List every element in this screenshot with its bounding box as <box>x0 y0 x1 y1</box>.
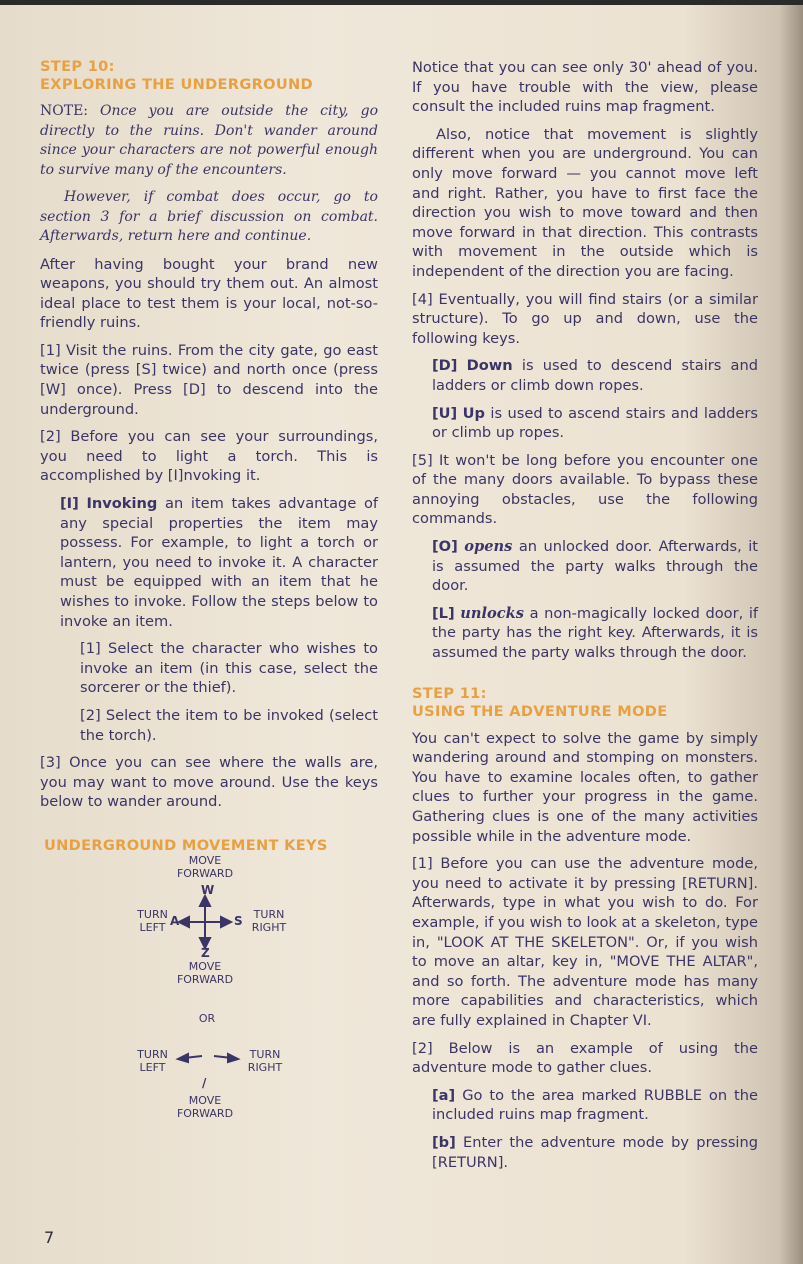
down-key: [D] <box>432 357 458 375</box>
step11-title: USING THE ADVENTURE MODE <box>412 702 668 720</box>
move-forward-bottom-label: MOVE FORWARD <box>176 960 234 986</box>
open-text: an unlocked door. Afterwards, it is assumed the party walks through the door. <box>432 538 759 595</box>
right-p2: Also, notice that movement is slightly different when you are underground. You can only move forward — you cannot move left and right. Rather, you have to first face the direction you wish to move toward and then move forward in that direction. This contrasts with movement in the outside which is independent of the direction you are facing. <box>412 125 758 280</box>
left-arrowhead <box>179 917 189 927</box>
step10-item2: [2] Before you can see your surroundings, you need to light a torch. This is accomplished by [I]nvoking it. <box>40 428 378 485</box>
invoke-definition <box>60 494 378 631</box>
open-key: [O] <box>432 538 458 556</box>
turn-left-arrowhead <box>178 1054 188 1062</box>
right-item5: [5] It won't be long before you encounter one of the many doors available. To bypass these annoying obstacles, use the following commands. <box>412 451 758 528</box>
step10-heading <box>40 58 378 94</box>
right-p1: Notice that you can see only 30' ahead of you. If you have trouble with the view, please consult the included ruins map fragment. <box>412 59 758 116</box>
up-word: Up <box>462 404 485 422</box>
movement-keys-heading: UNDERGROUND MOVEMENT KEYS <box>44 836 328 854</box>
turn-right-arrowhead <box>228 1054 238 1062</box>
note-paragraph-2: However, if combat does occur, go to section 3 for a brief discussion on combat. Afterwards, return here and continue. <box>40 189 378 244</box>
note-lead: NOTE: <box>40 103 89 119</box>
or-label: OR <box>198 1012 216 1025</box>
key-s: S <box>234 914 243 928</box>
invoke-key: [I] <box>60 495 79 513</box>
down-word: Down <box>466 357 513 375</box>
right-arrowhead <box>221 917 231 927</box>
top-edge <box>0 0 803 5</box>
right-column <box>412 58 758 1180</box>
invoke-sub2: [2] Select the item to be invoked (select the torch). <box>80 706 378 744</box>
key-slash: / <box>202 1076 207 1090</box>
step10-intro: After having bought your brand new weapons, you should try them out. An almost ideal place to test them is your local, not-so-friendly ruins. <box>40 255 378 332</box>
open-word: opens <box>464 538 513 556</box>
unlock-text: a non-magically locked door, if the party has the right key. Afterwards, it is assumed the party walks through the door. <box>432 604 759 662</box>
up-definition <box>432 404 758 443</box>
left-column <box>40 58 378 856</box>
step10-number: STEP 10: <box>40 58 115 75</box>
key-z: Z <box>201 946 210 960</box>
invoke-text: an item takes advantage of any special properties the item may possess. For example, to light a torch or lantern, you need to invoke it. A character must be equipped with an item that he wishes to invoke. Follow the steps below to invoke an item. <box>60 495 379 630</box>
unlock-key: [L] <box>432 604 455 622</box>
turn-right-label: TURN RIGHT <box>251 908 287 934</box>
sub-a-key: [a] <box>432 1086 456 1104</box>
note-paragraph <box>40 102 378 180</box>
move-forward-top-label: MOVE FORWARD <box>176 854 234 880</box>
sub-b-key: [b] <box>432 1133 456 1151</box>
up-text: is used to ascend stairs and ladders or climb up ropes. <box>432 404 759 442</box>
unlock-definition <box>432 604 758 663</box>
turn-left-label-2: TURN LEFT <box>137 1048 168 1074</box>
step11-intro: You can't expect to solve the game by simply wandering around and stomping on monsters. You have to examine locales often, to gather clues to further your progress in the game. Gathering clues is one of the many activities possible while in the adventure mode. <box>412 729 758 845</box>
step11-number: STEP 11: <box>412 684 487 702</box>
note-text: Once you are outside the city, go directly to the ruins. Don't wander around since your characters are not powerful enough to survive many of the encounters. <box>40 103 378 178</box>
key-a: A <box>170 914 180 928</box>
up-arrowhead <box>200 896 210 906</box>
open-definition <box>432 537 758 596</box>
key-w: W <box>201 883 215 897</box>
turn-right-label-2: TURN RIGHT <box>247 1048 283 1074</box>
step11-item2: [2] Below is an example of using the adventure mode to gather clues. <box>412 1039 758 1077</box>
step11-item1: [1] Before you can use the adventure mode, you need to activate it by pressing [RETURN]. Afterwards, type in what you wish to do. For example, if you wish to look at a skeleton, type in, "LOOK AT THE SKELETON". Or, if you wish to move an altar, key in, "MOVE THE ALTAR", and so forth. The adventure mode has many more capabilities and characteristics, which are fully explained in Chapter VI. <box>412 855 758 1029</box>
step11-sub-a <box>432 1086 758 1125</box>
down-text: is used to descend stairs and ladders or climb down ropes. <box>432 357 759 394</box>
turn-left-label: TURN LEFT <box>137 908 168 934</box>
sub-b-text: Enter the adventure mode by pressing [RETURN]. <box>432 1133 758 1171</box>
movement-keys-diagram <box>110 840 320 1130</box>
down-definition <box>432 356 758 395</box>
step10-item1: [1] Visit the ruins. From the city gate, go east twice (press [S] twice) and north once (press [W] once). Press [D] to descend into the underground. <box>40 341 378 418</box>
right-item4: [4] Eventually, you will find stairs (or a similar structure). To go up and down, use the following keys. <box>412 290 758 347</box>
step11-heading <box>412 685 758 721</box>
move-forward-slash-label: MOVE FORWARD <box>176 1094 234 1120</box>
step10-item3: [3] Once you can see where the walls are, you may want to move around. Use the keys below to wander around. <box>40 754 378 811</box>
page-number: 7 <box>44 1228 55 1247</box>
invoke-word: Invoking <box>86 495 158 513</box>
step10-title: EXPLORING THE UNDERGROUND <box>40 76 313 93</box>
sub-a-text: Go to the area marked RUBBLE on the included ruins map fragment. <box>432 1086 759 1124</box>
unlock-word: unlocks <box>460 604 524 622</box>
up-key: [U] <box>432 404 458 422</box>
invoke-sub1: [1] Select the character who wishes to invoke an item (in this case, select the sorcerer or the thief). <box>80 640 378 697</box>
step11-sub-b <box>432 1133 758 1172</box>
